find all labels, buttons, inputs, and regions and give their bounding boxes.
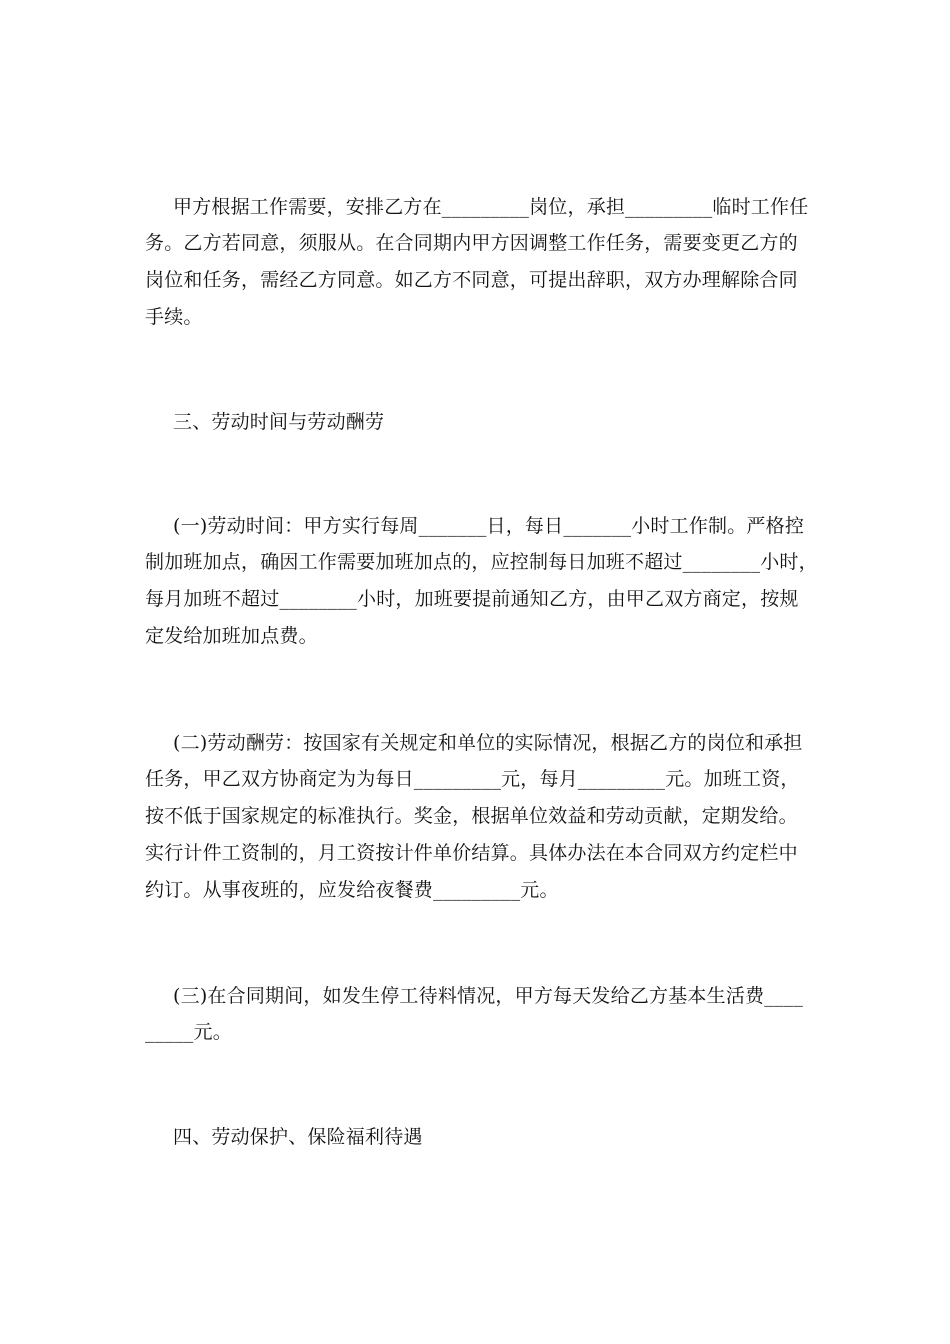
- section-heading-4: 四、劳动保护、保险福利待遇: [173, 1126, 423, 1148]
- post-paragraph-line-1: 甲方根据工作需要，安排乙方在_________岗位，承担_________临时工作任: [173, 196, 809, 218]
- pay-paragraph-line-2: 任务，甲乙双方协商定为为每日_________元，每月_________元。加班工资，: [145, 768, 800, 790]
- hours-paragraph-line-3: 每月加班不超过________小时，加班要提前通知乙方，由甲乙双方商定，按规: [145, 588, 799, 610]
- post-paragraph-line-4: 手续。: [145, 306, 203, 328]
- post-paragraph-line-3: 岗位和任务，需经乙方同意。如乙方不同意，可提出辞职，双方办理解除合同: [145, 269, 798, 291]
- hours-paragraph-line-1: (一)劳动时间：甲方实行每周_______日，每日_______小时工作制。严格控: [173, 515, 805, 537]
- pay-paragraph-line-1: (二)劳动酬劳：按国家有关规定和单位的实际情况，根据乙方的岗位和承担: [173, 732, 803, 754]
- post-paragraph-line-2: 务。乙方若同意，须服从。在合同期内甲方因调整工作任务，需要变更乙方的: [145, 232, 798, 254]
- hours-paragraph-line-2: 制加班加点，确因工作需要加班加点的，应控制每日加班不超过________小时，: [145, 551, 818, 573]
- hours-paragraph-line-4: 定发给加班加点费。: [145, 625, 318, 647]
- stoppage-paragraph-line-2: _____元。: [145, 1021, 232, 1043]
- section-heading-3: 三、劳动时间与劳动酬劳: [173, 411, 385, 433]
- pay-paragraph-line-4: 实行计件工资制的，月工资按计件单价结算。具体办法在本合同双方约定栏中: [145, 842, 798, 864]
- pay-paragraph-line-3: 按不低于国家规定的标准执行。奖金，根据单位效益和劳动贡献，定期发给。: [145, 805, 798, 827]
- pay-paragraph-line-5: 约订。从事夜班的，应发给夜餐费_________元。: [145, 879, 559, 901]
- stoppage-paragraph-line-1: (三)在合同期间，如发生停工待料情况，甲方每天发给乙方基本生活费____: [173, 985, 804, 1007]
